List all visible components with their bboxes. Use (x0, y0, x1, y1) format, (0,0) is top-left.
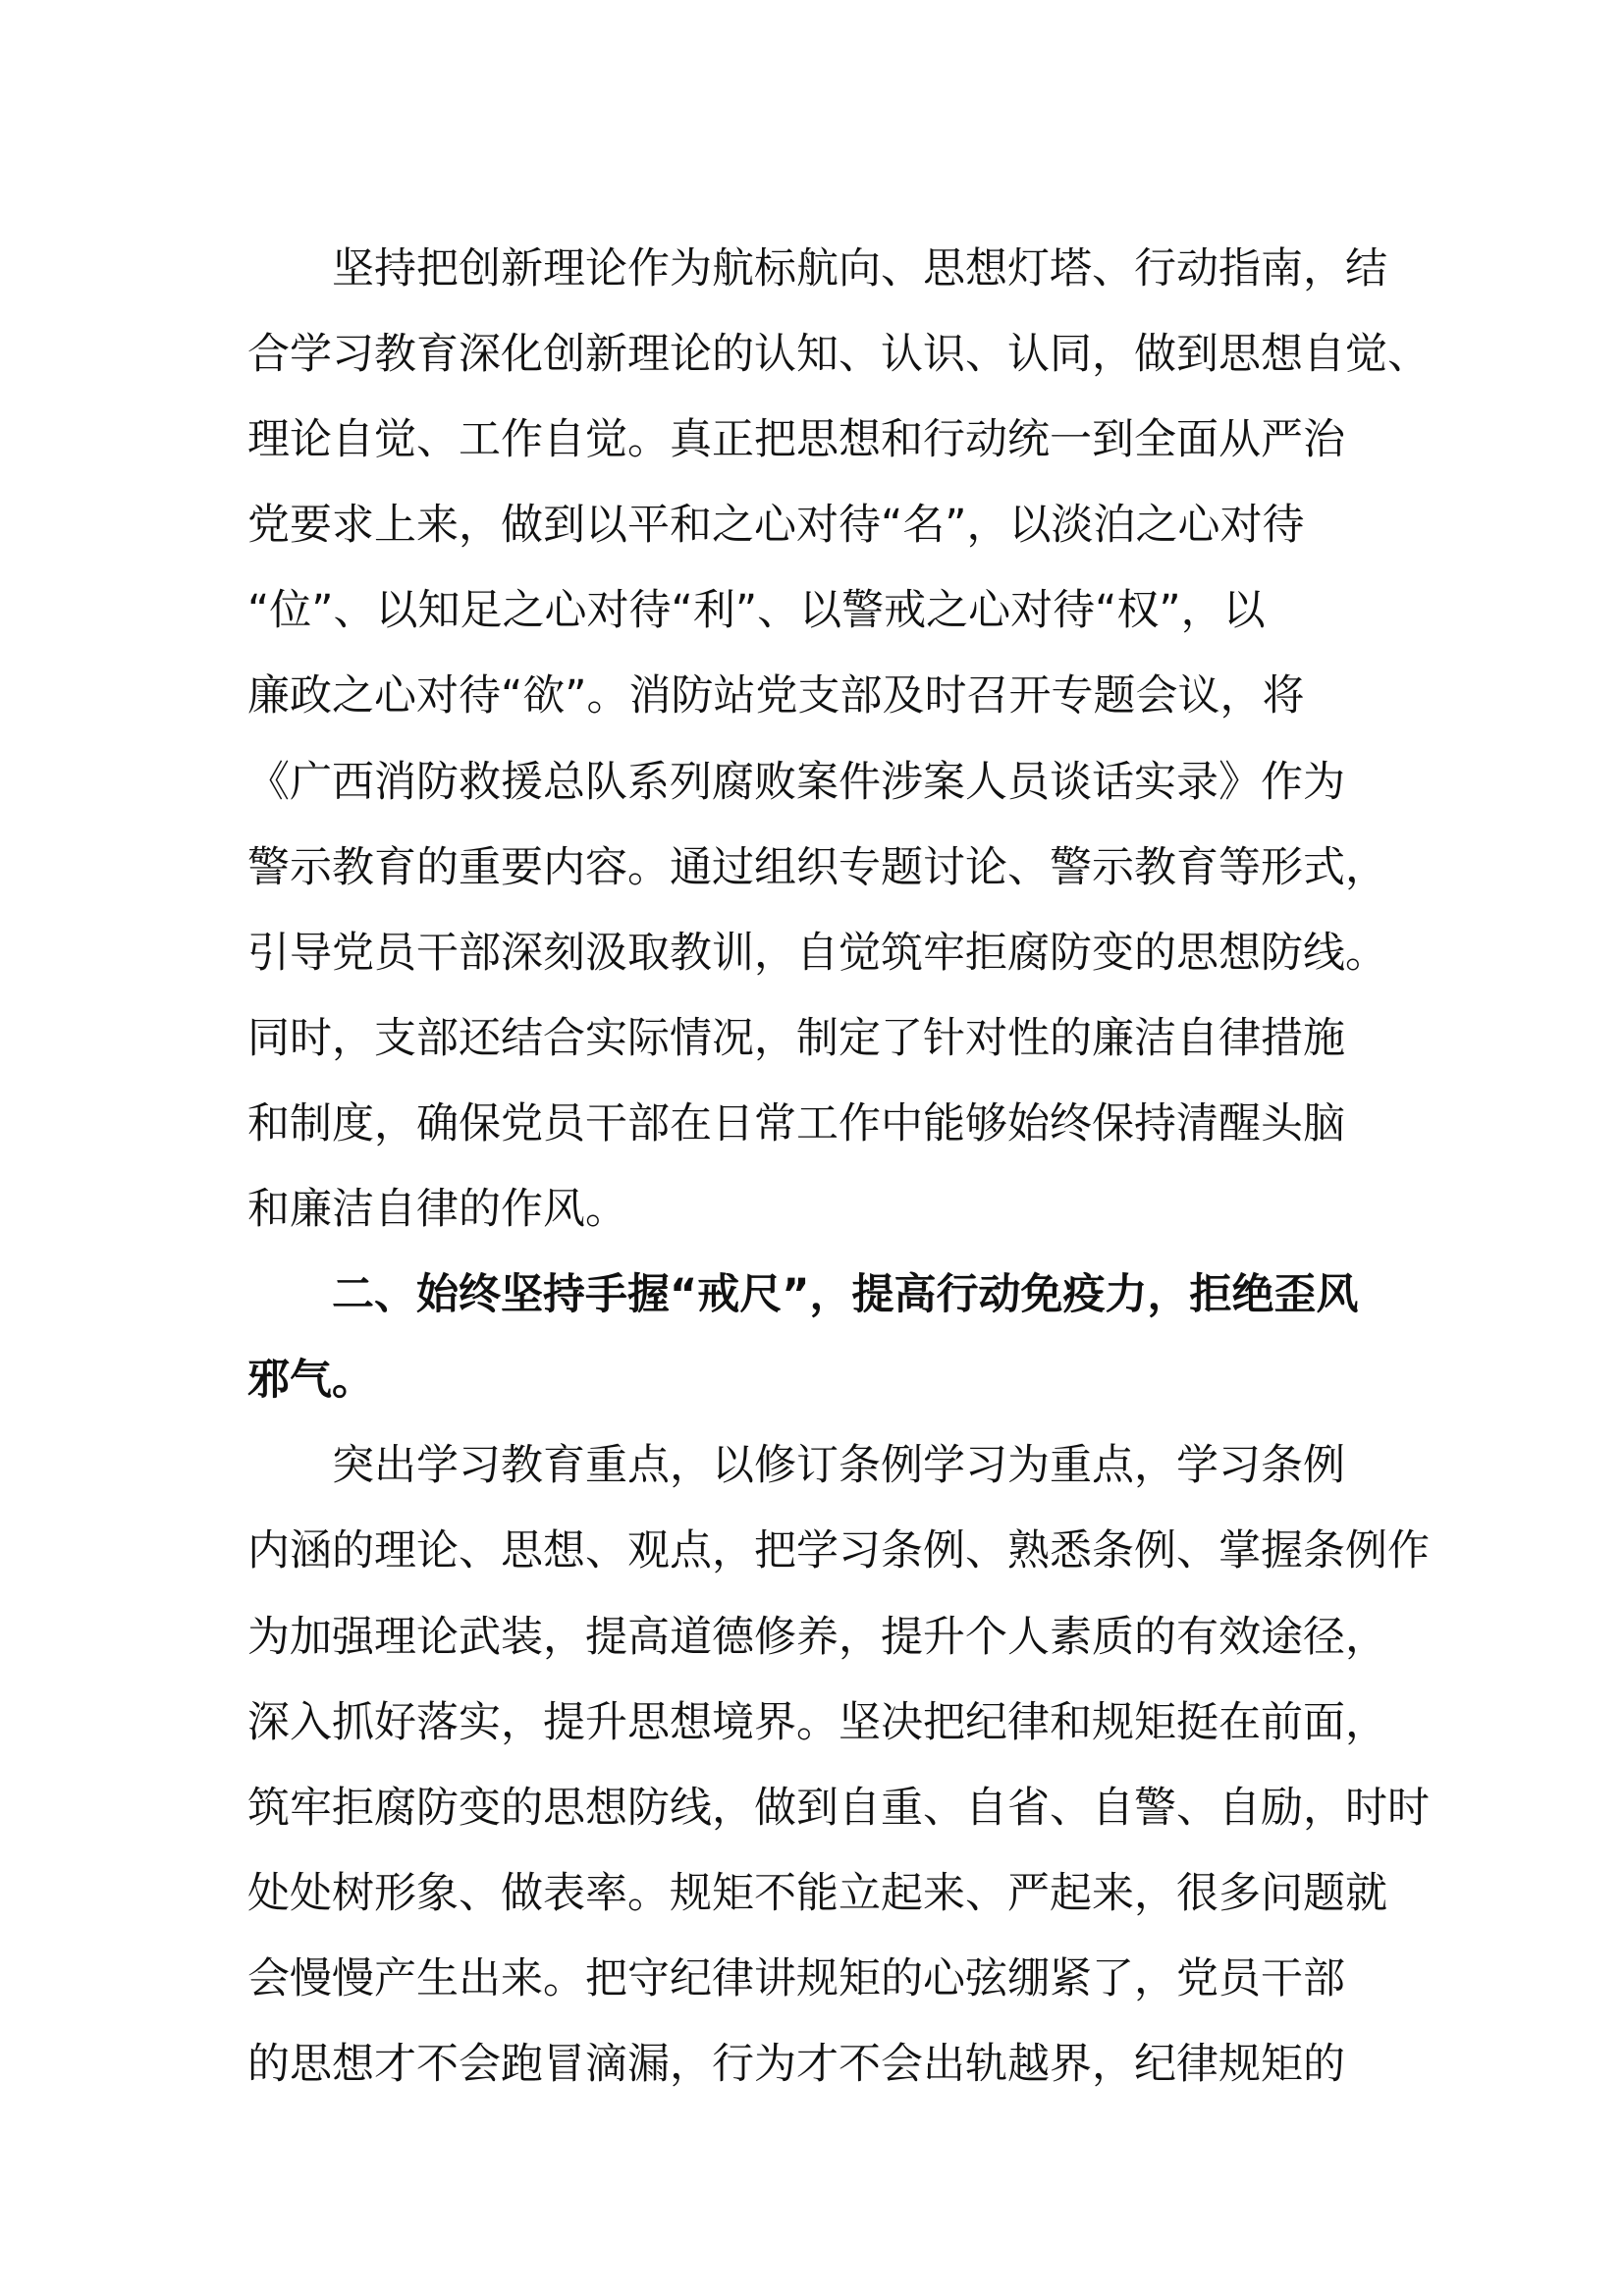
paragraph-2-line-2: 内涵的理论、思想、观点，把学习条例、熟悉条例、掌握条例作 (247, 1526, 1430, 1576)
paragraph-2-line-8: 的思想才不会跑冒滴漏，行为才不会出轨越界，纪律规矩的 (247, 2039, 1345, 2089)
paragraph-1-line-9: 引导党员干部深刻汲取教训，自觉筑牢拒腐防变的思想防线。 (247, 928, 1387, 978)
paragraph-1-line-2: 合学习教育深化创新理论的认知、认识、认同，做到思想自觉、 (247, 330, 1430, 380)
paragraph-2-line-7: 会慢慢产生出来。把守纪律讲规矩的心弦绷紧了，党员干部 (247, 1953, 1345, 2003)
paragraph-2-line-1: 突出学习教育重点，以修订条例学习为重点，学习条例 (332, 1441, 1345, 1491)
paragraph-2-line-3: 为加强理论武装，提高道德修养，提升个人素质的有效途径， (247, 1612, 1387, 1662)
section-heading-line-1: 二、始终坚持手握“戒尺”，提高行动免疫力，拒绝歪风 (332, 1270, 1359, 1320)
paragraph-1-line-7: 《广西消防救援总队系列腐败案件涉案人员谈话实录》作为 (247, 757, 1345, 807)
paragraph-1-line-1: 坚持把创新理论作为航标航向、思想灯塔、行动指南，结 (332, 244, 1387, 294)
document-body (247, 227, 1430, 2108)
paragraph-1-line-8: 警示教育的重要内容。通过组织专题讨论、警示教育等形式， (247, 842, 1387, 892)
paragraph-2-line-6: 处处树形象、做表率。规矩不能立起来、严起来，很多问题就 (247, 1868, 1387, 1918)
paragraph-1-line-4: 党要求上来，做到以平和之心对待“名”，以淡泊之心对待 (247, 501, 1305, 551)
paragraph-1-line-11: 和制度，确保党员干部在日常工作中能够始终保持清醒头脑 (247, 1098, 1345, 1148)
paragraph-2-line-5: 筑牢拒腐防变的思想防线，做到自重、自省、自警、自励，时时 (247, 1783, 1430, 1833)
paragraph-1-line-5: “位”、以知足之心对待“利”、以警戒之心对待“权”，以 (247, 586, 1266, 636)
paragraph-1-line-10: 同时，支部还结合实际情况，制定了针对性的廉洁自律措施 (247, 1013, 1345, 1063)
paragraph-1-line-3: 理论自觉、工作自觉。真正把思想和行动统一到全面从严治 (247, 415, 1345, 465)
section-heading-line-2: 邪气。 (247, 1356, 374, 1406)
paragraph-1-line-12: 和廉洁自律的作风。 (247, 1185, 627, 1235)
paragraph-2-line-4: 深入抓好落实，提升思想境界。坚决把纪律和规矩挺在前面， (247, 1697, 1387, 1747)
paragraph-1-line-6: 廉政之心对待“欲”。消防站党支部及时召开专题会议，将 (247, 671, 1305, 721)
